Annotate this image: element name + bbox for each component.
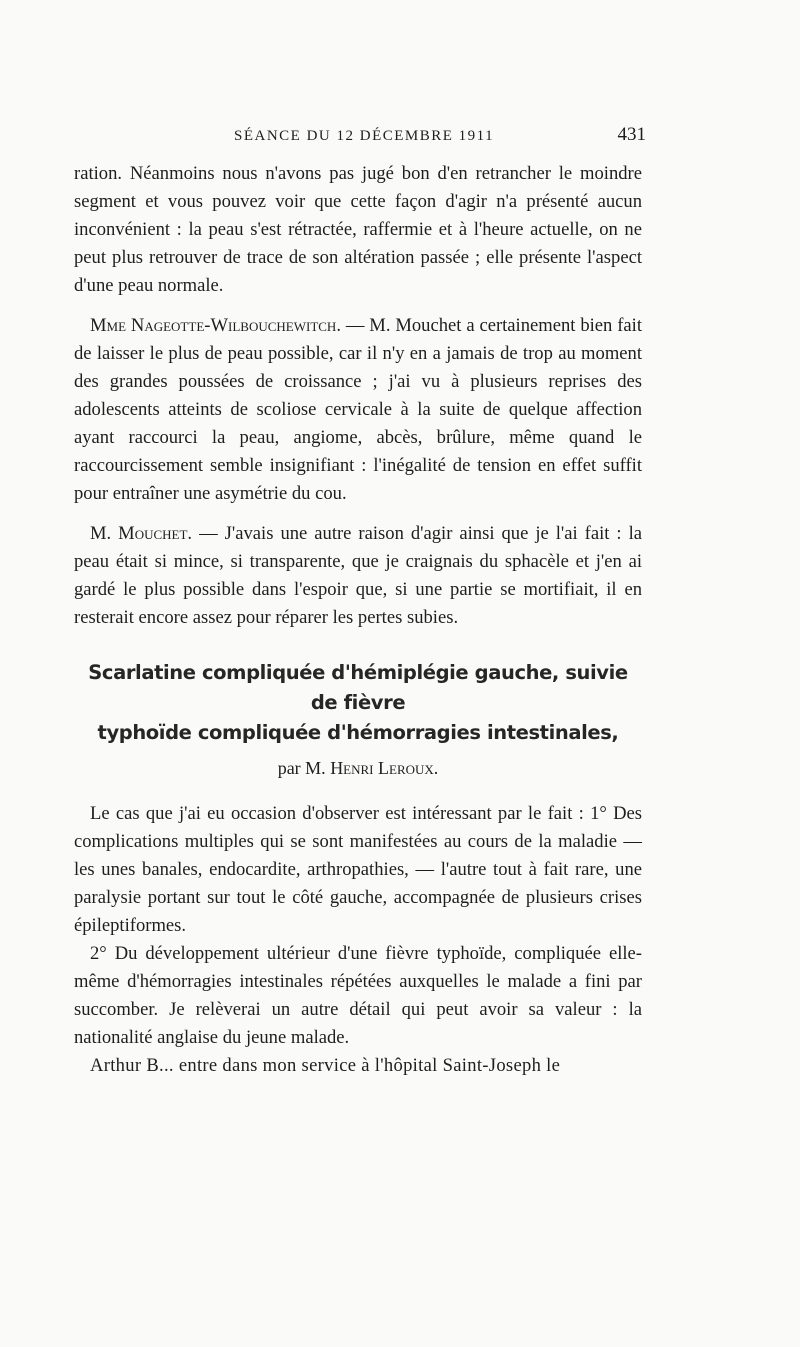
paragraph-nageotte <box>74 312 642 508</box>
speaker-name: M. Mouchet. <box>90 523 193 544</box>
page-number: 431 <box>617 124 646 145</box>
speaker-remark: — J'avais une autre raison d'agir ainsi que je l'ai fait : la peau était si mince, si transparente, que je craignais du sphacèle et j'en ai gardé le plus possible dans l'espoir que, si une partie se mortifiait, il en resterait encore assez pour réparer les pertes subies. <box>74 523 642 628</box>
running-title: SÉANCE DU 12 DÉCEMBRE 1911 <box>234 128 495 144</box>
article-title-line-2: typhoïde compliquée d'hémorragies intestinales, <box>97 721 619 744</box>
paragraph-case: Arthur B... entre dans mon service à l'hôpital Saint-Joseph le <box>90 1055 561 1076</box>
paragraph-second: 2° Du développement ultérieur d'une fièvre typhoïde, compliquée elle-même d'hémorragies intestinales répétées auxquelles le malade a fini par succomber. Je relèverai un autre détail qui peut avoir sa valeur : la nationalité anglaise du jeune malade. <box>74 943 642 1048</box>
paragraph-intro: Le cas que j'ai eu occasion d'observer est intéressant par le fait : 1° Des complications multiples qui se sont manifestées au cours de la maladie — les unes banales, endocardite, arthropathies, — l'autre tout à fait rare, une paralysie portant sur tout le côté gauche, accompagnée de plusieurs crises épileptiformes. <box>74 803 642 936</box>
speaker-remark: — M. Mouchet a certainement bien fait de laisser le plus de peau possible, car il n'y en a jamais de trop au moment des grandes poussées de croissance ; j'ai vu à plusieurs reprises des adolescents atteints de scoliose cervicale à la suite de quelque affection ayant raccourci la peau, angiome, abcès, brûlure, même quand le raccourcissement semble insignifiant : l'inégalité de tension en effet suffit pour entraîner une asymétrie du cou. <box>74 315 642 504</box>
author-name: Henri Leroux. <box>330 758 439 778</box>
running-header <box>74 124 646 150</box>
paragraph-continuation: ration. Néanmoins nous n'avons pas jugé bon d'en retrancher le moindre segment et vous pouvez voir que cette façon d'agir n'a présenté aucun inconvénient : la peau s'est rétractée, raffermie et à l'heure actuelle, on ne peut plus retrouver de trace de son altération passée ; elle présente l'aspect d'une peau normale. <box>74 163 642 296</box>
article-title <box>74 658 642 748</box>
byline-prefix: par M. <box>277 758 326 778</box>
speaker-name: Mme Nageotte-Wilbouchewitch. <box>90 315 341 336</box>
article-byline <box>74 754 642 782</box>
page-body <box>74 160 642 1080</box>
paragraph-mouchet <box>74 520 642 632</box>
article-title-line-1: Scarlatine compliquée d'hémiplégie gauche, suivie de fièvre <box>88 661 628 714</box>
